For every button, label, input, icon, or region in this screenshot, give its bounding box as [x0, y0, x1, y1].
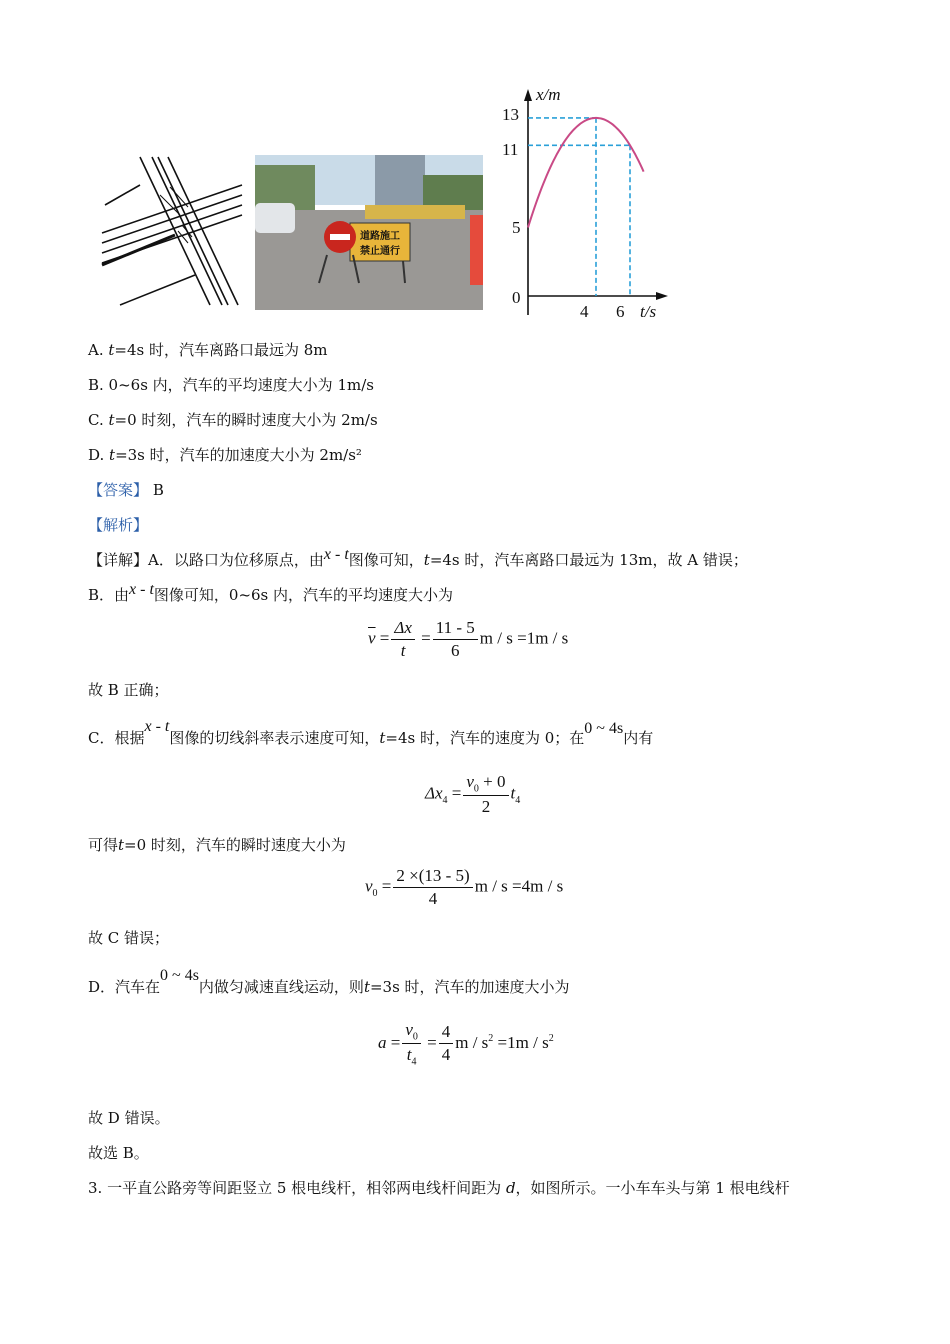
detail-b-text-1: B．由 [88, 586, 130, 604]
eq4-frac-1 [402, 1020, 421, 1068]
option-c-var: t [108, 411, 115, 429]
eq1-tail: m / s =1m / s [479, 628, 569, 648]
x-axis-label: t/s [640, 302, 657, 321]
detail-d-text-1: D．汽车在 [88, 978, 161, 996]
y-tick-5: 5 [512, 218, 521, 237]
detail-close: 】 [133, 551, 149, 569]
analysis-heading [88, 515, 148, 535]
eq3-frac [393, 866, 472, 909]
x-tick-4: 4 [580, 302, 589, 321]
detail-a-text-1: A．以路口为位移原点，由 [148, 551, 324, 569]
detail-b-conclusion: 故 B 正确； [88, 681, 169, 699]
eq4-num-1-sub: 0 [412, 1031, 418, 1043]
eq2-tail-sub: 4 [515, 795, 521, 806]
eq1-num-1: Δx [391, 618, 415, 640]
eq1-equals-2: = [416, 628, 431, 648]
detail-d-text-3: =3s 时，汽车的加速度大小为 [369, 978, 570, 996]
option-a-text: =4s 时，汽车离路口最远为 8m [114, 341, 328, 359]
eq2-tail-t: t [510, 783, 516, 803]
y-axis-arrow [524, 89, 532, 101]
detail-c-derive-2: =0 时刻，汽车的瞬时速度大小为 [124, 836, 346, 854]
equation-average-velocity [368, 618, 568, 661]
y-tick-13: 13 [502, 105, 519, 124]
eq4-sup-2: 2 [548, 1033, 554, 1045]
detail-c-text-2: 图像的切线斜率表示速度可知， [169, 729, 380, 747]
option-c [88, 410, 378, 430]
option-b: B. 0~6s 内，汽车的平均速度大小为 1m/s [88, 376, 374, 394]
eq1-den-1: t [400, 641, 406, 660]
detail-c-conclusion: 故 C 错误； [88, 929, 170, 947]
detail-d [88, 967, 570, 998]
graph-axes [528, 95, 660, 315]
option-d-prefix: D. [88, 446, 110, 464]
answer-label: 答案 [103, 481, 134, 499]
eq1-frac-2 [433, 618, 478, 661]
sign-text-line-1: 道路施工 [360, 231, 400, 242]
detail-b-xt: x - t [129, 581, 154, 598]
analysis-close: 】 [133, 516, 149, 534]
next-question-prefix: 3. 一平直公路旁等间距竖立 5 根电线杆，相邻两电线杆间距为 [88, 1179, 506, 1197]
equation-displacement [425, 772, 520, 817]
eq1-lhs: $\overline{v}$ [368, 628, 376, 648]
eq1-num-2: 11 - 5 [433, 618, 478, 640]
eq4-num-1: v [405, 1020, 413, 1039]
detail-a-var: t [423, 551, 430, 569]
detail-c-text-4: 内有 [623, 729, 654, 747]
eq4-sup-1: 2 [488, 1033, 494, 1045]
equation-initial-velocity [365, 866, 563, 909]
equation-acceleration [378, 1020, 554, 1068]
y-tick-0: 0 [512, 288, 521, 307]
sign-text-line-2: 禁止通行 [360, 246, 400, 257]
eq3-num: 2 ×(13 - 5) [393, 866, 472, 888]
x-tick-6: 6 [616, 302, 625, 321]
detail-b-text-2: 图像可知，0~6s 内，汽车的平均速度大小为 [153, 586, 454, 604]
y-axis-label: x/m [536, 85, 561, 104]
eq2-num-v: v [466, 772, 474, 791]
option-d [88, 445, 362, 465]
road-closure-photo [255, 155, 483, 310]
eq4-num-2: 4 [439, 1022, 454, 1044]
eq4-tail-2: =1m / s [493, 1032, 549, 1052]
eq1-equals: = [375, 628, 390, 648]
detail-a [88, 546, 748, 571]
detail-d-var: t [363, 978, 370, 996]
eq4-den-1: t [406, 1045, 412, 1065]
detail-b [88, 581, 454, 606]
answer-line [88, 480, 164, 500]
xt-graph [500, 85, 680, 325]
detail-a-text-2: 图像可知， [348, 551, 424, 569]
detail-a-xt: x - t [323, 546, 349, 563]
option-c-prefix: C. [88, 411, 109, 429]
detail-c-text-3: =4s 时，汽车的速度为 0；在 [385, 729, 585, 747]
option-c-text: =0 时刻，汽车的瞬时速度大小为 2m/s [114, 411, 378, 429]
detail-c-var: t [379, 729, 386, 747]
detail-c-derive-1: 可得 [88, 836, 119, 854]
eq4-den-1-sub: 4 [411, 1056, 417, 1068]
eq2-frac [463, 772, 508, 817]
detail-d-conclusion: 故 D 错误。 [88, 1109, 170, 1127]
detail-label: 详解 [103, 551, 134, 569]
eq2-lhs-sub: 4 [442, 795, 448, 806]
eq2-den: 2 [481, 797, 491, 817]
eq3-lhs: v [365, 876, 373, 896]
next-question-var: d [505, 1179, 516, 1197]
eq4-frac-2 [439, 1022, 454, 1065]
intersection-sketch [100, 155, 245, 310]
detail-c-xt: x - t [144, 718, 170, 735]
eq3-den: 4 [428, 889, 438, 908]
detail-c [88, 718, 654, 749]
option-d-text: =3s 时，汽车的加速度大小为 2m/s² [115, 446, 362, 464]
x-axis-arrow [656, 292, 668, 300]
detail-open: 【 [88, 551, 104, 569]
eq3-tail: m / s =4m / s [474, 876, 564, 896]
eq3-equals: = [377, 876, 392, 896]
eq2-num-rest: + 0 [478, 772, 506, 791]
guide-lines [528, 118, 630, 296]
analysis-open: 【 [88, 516, 104, 534]
detail-d-text-2: 内做匀减速直线运动，则 [198, 978, 364, 996]
detail-c-derive [88, 835, 346, 855]
eq4-equals: = [386, 1032, 401, 1052]
option-a-prefix: A. [88, 341, 109, 359]
eq1-frac-1 [391, 618, 415, 661]
detail-d-range: 0 ~ 4s [160, 967, 199, 984]
final-choice: 故选 B。 [88, 1144, 149, 1162]
answer-open: 【 [88, 481, 104, 499]
xt-curve [528, 118, 644, 228]
detail-c-derive-var: t [118, 836, 125, 854]
eq4-equals-2: = [422, 1032, 437, 1052]
y-tick-11: 11 [502, 140, 519, 159]
eq2-equals: = [447, 783, 462, 803]
eq3-lhs-sub: 0 [372, 887, 378, 899]
answer-close: 】 [133, 481, 149, 499]
next-question-text: ，如图所示。一小车车头与第 1 根电线杆 [515, 1179, 790, 1197]
eq4-den-2: 4 [441, 1045, 451, 1065]
eq4-tail-1: m / s [455, 1032, 489, 1052]
answer-value: B [152, 481, 164, 499]
eq2-num-sub: 0 [473, 783, 479, 795]
detail-c-range: 0 ~ 4s [584, 720, 624, 737]
detail-c-text-1: C．根据 [88, 729, 145, 747]
option-d-var: t [109, 446, 116, 464]
analysis-label: 解析 [103, 516, 134, 534]
option-a-var: t [108, 341, 115, 359]
eq4-lhs: a [378, 1032, 387, 1052]
detail-a-text-3: =4s 时，汽车离路口最远为 13m，故 A 错误； [429, 551, 748, 569]
eq2-lhs: Δx [425, 783, 443, 803]
option-a [88, 340, 328, 360]
next-question [88, 1178, 790, 1198]
eq1-den-2: 6 [451, 641, 460, 660]
